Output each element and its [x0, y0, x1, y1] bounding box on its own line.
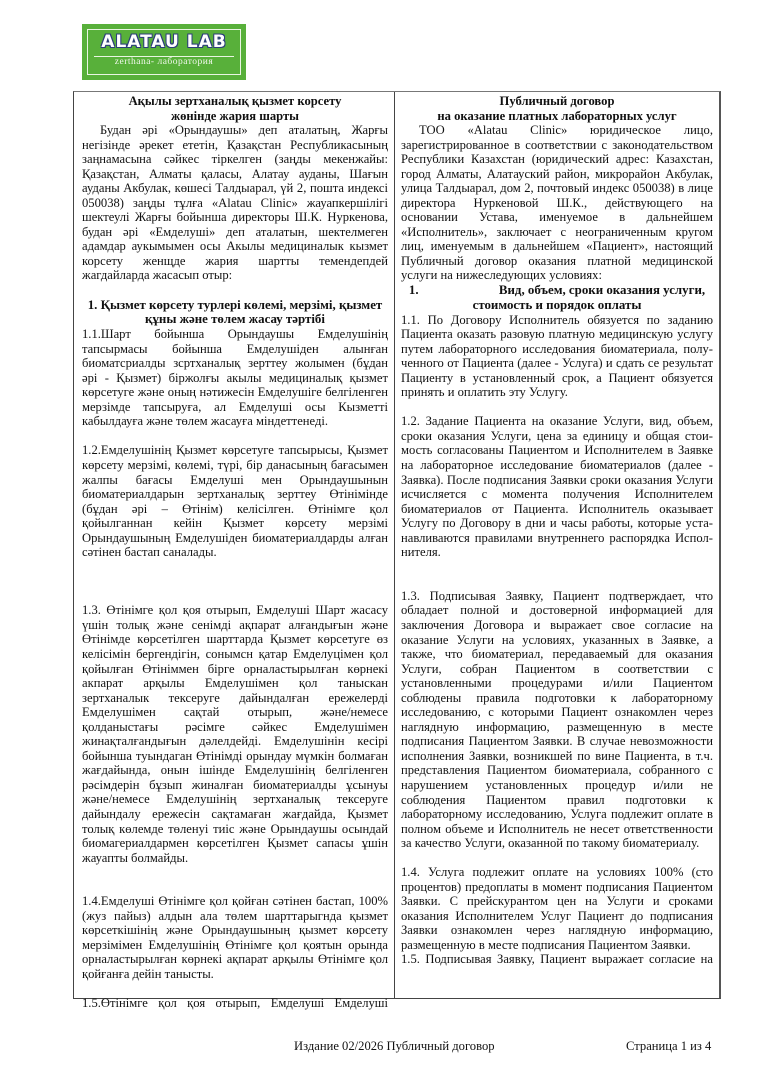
- russian-section-1-number: 1.: [408, 283, 419, 298]
- alatau-lab-logo: [82, 24, 246, 80]
- kazakh-title: [82, 94, 388, 123]
- kazakh-clause-1-1: 1.1.Шарт бойынша Орындаушы Емделушінің тапсырмасы бойынша Емделушіден алынған биоматсриалды зсртханалық зерттеу жолымен (бұдан əрі - Қызмет) біржолғы акылы медициналық қызмет көрсетуге жəне оның нəтижесін Емделушіге белгіленген мерзімде тапсыруға, ал Емделуші осы Кызметті кабылдауға жəне төлем жасауға міндеттенеді.: [82, 327, 388, 429]
- russian-clause-1-5: 1.5. Подписывая Заявку, Пациент выражает согласие на: [401, 952, 713, 967]
- logo-subtitle: zerthana- лаборатория: [114, 57, 214, 67]
- footer-page-number: Страница 1 из 4: [626, 1039, 712, 1053]
- kazakh-clause-1-3: 1.3. Өтінімге қол қоя отырып, Емделуші Шарт жасасу үшін толық жəне сенімді ақпарат алғандығын жəне Өтінімде көрсетілген шарттарда Қызмет көрсетуге өз келісімін бергендігін, сонымсн қатар Емделуцімен қол қойылған Өтініммен бірге орналастырылған көрнекі акпарат арқылы Емделушімен қол таныскан зертханалык тексеруге дайындалған ережелерді Емделушімен сақтай отырып, жəне/немесе қолданыстағы рəсімге сəйкес Емделушімен жинақталғандығын дəлелдейді. Емделушінін кесірі бойынша туындаган Өтінімді орындау мүмкін болмаған жағдайында, онын ішінде Емделушінің белгіленген рəсімдерін бұзып жиналған биоматериалды ұсынуы жəне/немесе Емделушінің зертханалық тексеруге дайындалу ережесін сақтамаған жағдайда, Қызмет толық көлемде төленуі тиіс жəне Орындаушы осындай биомагериалдармен көрсетілген Қызмет сапасы ұшін жауапты болмайды.: [82, 603, 388, 865]
- russian-section-1-title: [401, 283, 713, 313]
- bilingual-contract-table: [73, 91, 721, 1010]
- russian-intro: ТОО «Alatau Clinic» юридическое лицо, зарегистрированное в соответствии с законодательством Республики Казахстан (юридический адрес: Казахстан, город Алматы, Алатауский район, микрорайон Акбулак, улица Талдыарал, дом 2, почтовый индекс 050038) в лице директора Нуркеновой Ш.К., действующего на основании Устава, именуемое в дальнейшем «Исполнитель», заключает с неограниченным кругом лиц, именуемым в дальнейшем «Пациент», настоящий Публичный договор оказания платной медицинской услуги на нижеследующих условиях:: [401, 123, 713, 283]
- kazakh-title-line1: Ақылы зертханалық қызмет корсету: [128, 94, 342, 108]
- russian-clause-1-2: 1.2. Задание Пациента на оказание Услуги, вид, объем, сроки оказания Услуги, цена за единицу и общая стоимость согласованы Пациентом и Исполнителем в Заявке на лабораторное исследование биоматериалов (далее - Заявка). После подписания Заявки сроки оказания Услуги исчисляется с момента получения Исполнителем биоматериалов от Пациента. Исполнитель оказывает Услугу по Договору в дни и часы работы, которые устанавливаются правилами внутреннего распорядка Исполнителя.: [401, 414, 713, 560]
- russian-title-line1: Публичный договор: [499, 94, 615, 108]
- kazakh-title-line2: жөнінде жария шарты: [171, 108, 299, 123]
- russian-column: [395, 92, 720, 998]
- russian-title-line2: на оказание платных лабораторных услуг: [437, 108, 677, 123]
- kazakh-intro: Будан əрі «Орындаушы» деп аталатың, Жарғы негізінде əрекет ететін, Қазақстан Республикасының заңнамасына сəйкес тіркелген (заңды мекенжайы: Қазақстан, Алматы қаласы, Алатау ауданы, Шағын ауданы Акбулак, көшесі Талдыарал, үй 2, пошта индексі 050038) заңды тұлға «Alatau Clinic» жауапкершілігі шектеулі Жарғы бойынша директоры Ш.К. Нуркенова, будан əрі «Емделуші» деп аталатын, шектелмеген адамдар аукымымен осы Акылы медициналык кызмет корсету женщде жария шартты темендепдей жагдайларда жасасып отыр:: [82, 123, 388, 283]
- kazakh-column: [74, 92, 395, 1010]
- russian-clause-1-3: 1.3. Подписывая Заявку, Пациент подтверждает, что обладает полной и достоверной информацией для заключения Договора и выражает свое согласие на оказание Услуги на условиях, указанных в Заявке, а также, что биоматериал, передаваемый для оказания Услуги, собран Пациентом в соответствии с установленными процедурами и/или Пациентом соблюдены правила подготовки к лабораторному исследованию, с которыми Пациент ознакомлен через наглядную информацию, размещенную в месте подписания Пациентом Заявки. В случае невозможности исполнения Заявки, возникшей по вине Пациента, в т.ч. представления Пациентом биоматериала, собранного с нарушением установленных процедур и/или не соблюдения Пациентом правил подготовки к лабораторному исследованию, Услуга подлежит оплате в полном объеме и Исполнитель не несет ответственности за качество Услуги, оказанной по такому биоматериалу.: [401, 588, 713, 851]
- russian-clause-1-4: 1.4. Услуга подлежит оплате на условиях 100% (сто процентов) предоплаты в момент подписания Пациентом Заявки. С прейскурантом цен на Услуги и сроками оказания Исполнителем Услуг Пациент до подписания Заявки ознакомлен через наглядную информацию, размещенную в месте подписания Пациентом Заявки.: [401, 865, 713, 952]
- russian-title: [401, 94, 713, 123]
- russian-clause-1-1: 1.1. По Договору Исполнитель обязуется по заданию Пациента оказать разовую платную медицинскую услугу путем лабораторного исследования биоматериала, полученного от Пациента (далее - Услуга) и сдать се результат Пациенту в установленный срок, а Пациент обязуется принять и оплатить эту Услугу.: [401, 312, 713, 400]
- kazakh-section-1-title: 1. Қызмет көрсету турлері көлемі, мерзімі, қызмет құны жəне төлем жасау тəртібі: [87, 297, 383, 327]
- kazakh-clause-1-5: 1.5.Өтінімге қол қоя отырып, Емделуші Емделуші: [82, 995, 388, 1010]
- footer-edition: Издание 02/2026 Публичный договор: [294, 1039, 495, 1053]
- kazakh-clause-1-2: 1.2.Емделушінің Қызмет көрсетуге тапсырысы, Қызмет көрсету мерзімі, көлемі, түрі, бір данасының бағасымен жалпы бағасы Емделуші мен Орындаушынын биоматериалдарын зертханалық зерттеу Өтінімінде (бұдан əрі – Өтінім) келісілген. Өтінімге қол қойылганнан кейін Қызмет көрсету мерзімі Орындаушының Емделушіден биоматериалдарды алған сəтінен бастап саналады.: [82, 443, 388, 560]
- russian-section-1-title-line2: стоимость и порядок оплаты: [472, 297, 642, 312]
- russian-section-1-title-line1: Вид, объем, сроки оказания услуги,: [498, 283, 706, 298]
- kazakh-clause-1-4: 1.4.Емделуші Өтінімге қол қойған сəтінен бастап, 100% (жуз пайыз) алдын ала төлем шарттарыгнда қызмет көрсеткішінің жəне Орындаушының қызмет көрсету мерзімімен Емделушінің Өтінімге қол қоятын орында орналастырылған көрнекі ақпарат арқылы Өтінімге қол қойғанға дейін танысты.: [82, 894, 388, 981]
- logo-title: ALATAU LAB: [101, 32, 227, 52]
